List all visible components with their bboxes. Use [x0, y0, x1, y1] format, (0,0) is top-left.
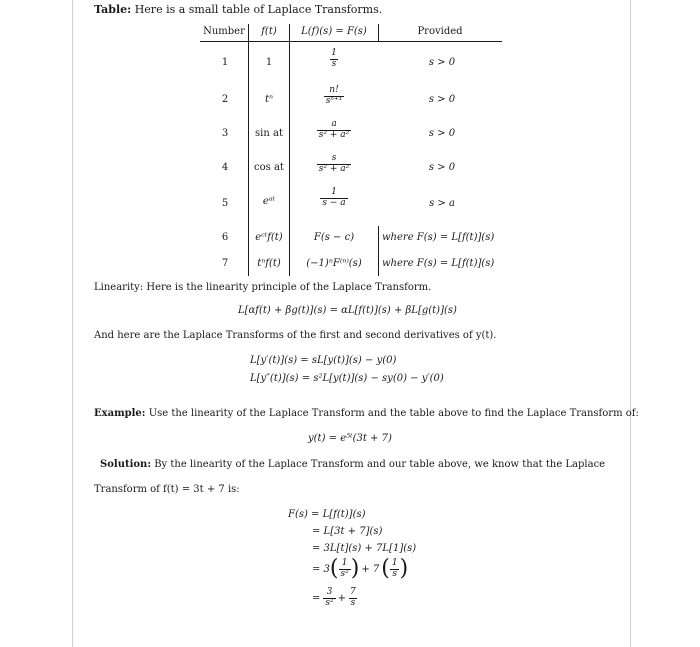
solution-step-4: = 3 ( $\frac{1}{\text{s²}}$ ) + 7 ( $\frac{1}{s}$ ): [312, 556, 409, 581]
example-label: Example:: [94, 408, 146, 419]
left-margin-line: [72, 0, 73, 647]
table-row-1-number: 1: [221, 57, 229, 68]
header-F: L(f)(s) = F(s): [301, 26, 367, 37]
solution-step-1: F(s) = L[f(t)](s): [288, 509, 366, 520]
table-row-7-number: 7: [221, 258, 229, 269]
col-divider-3-top: [378, 24, 379, 42]
header-provided: Provided: [417, 26, 463, 37]
table-row-6-f: eᶜᵗf(t): [255, 232, 283, 243]
col-divider-3-bottom: [378, 226, 379, 276]
table-row-3-number: 3: [221, 128, 229, 139]
table-row-3-f: sin at: [255, 128, 283, 139]
derivative-first: L[y′(t)](s) = sL[y(t)](s) − y(0): [250, 355, 397, 366]
table-row-5-f: eᵃᵗ: [262, 196, 276, 207]
title-text: Here is a small table of Laplace Transforms.: [134, 3, 383, 16]
solution-paragraph: [100, 459, 605, 470]
header-number: Number: [203, 26, 245, 37]
table-row-1-F: $\frac{1}{s}$: [331, 48, 337, 69]
table-row-2-f: tⁿ: [264, 94, 274, 105]
table-row-2-provided: s > 0: [428, 94, 456, 105]
header-f: f(t): [261, 26, 277, 37]
table-row-1-f: 1: [265, 57, 273, 68]
solution-text-1: By the linearity of the Laplace Transform and our table above, we know that the Laplace: [154, 459, 606, 470]
col-divider-1: [248, 24, 249, 276]
right-margin-line: [630, 0, 631, 647]
derivative-second: L[y″(t)](s) = s²L[y(t)](s) − sy(0) − y′(0): [250, 373, 444, 384]
table-row-4-number: 4: [221, 162, 229, 173]
table-row-6-provided: where F(s) = L[f(t)](s): [382, 232, 495, 243]
table-row-6-number: 6: [221, 232, 229, 243]
table-row-5-provided: s > a: [429, 198, 455, 209]
table-row-2-number: 2: [221, 94, 229, 105]
linearity-paragraph: [94, 282, 431, 293]
table-row-3-F: $\frac{a}{\text{s² + a²}}$: [318, 119, 350, 140]
header-rule: [200, 41, 502, 42]
table-title: [94, 3, 382, 16]
solution-text-2: Transform of f(t) = 3t + 7 is:: [94, 484, 240, 495]
table-row-7-f: tⁿf(t): [257, 258, 281, 269]
table-row-1-provided: s > 0: [428, 57, 456, 68]
linearity-formula: L[αf(t) + βg(t)](s) = αL[f(t)](s) + βL[g(t)](s): [238, 305, 457, 316]
example-text: Use the linearity of the Laplace Transform and the table above to find the Laplace Transform of:: [148, 408, 639, 419]
table-row-7-provided: where F(s) = L[f(t)](s): [382, 258, 495, 269]
table-row-7-F: (−1)ⁿF⁽ⁿ⁾(s): [306, 258, 362, 269]
title-label: Table:: [94, 3, 132, 16]
example-formula: y(t) = e⁵ᵗ(3t + 7): [308, 433, 392, 444]
table-row-4-f: cos at: [254, 162, 284, 173]
solution-step-2: = L[3t + 7](s): [312, 526, 383, 537]
table-row-5-number: 5: [221, 198, 229, 209]
linearity-text: Here is the linearity principle of the Laplace Transform.: [146, 282, 432, 293]
solution-step-5: = $\frac{3}{\text{s²}}$ + $\frac{7}{s}$: [312, 587, 356, 608]
table-row-4-F: $\frac{s}{\text{s² + a²}}$: [318, 153, 350, 174]
solution-label: Solution:: [100, 459, 152, 470]
derivatives-text: And here are the Laplace Transforms of the first and second derivatives of y(t).: [94, 330, 497, 341]
table-row-5-F: $\frac{1}{s - a}$: [322, 187, 346, 208]
solution-step-3: = 3L[t](s) + 7L[1](s): [312, 543, 417, 554]
example-paragraph: [94, 408, 639, 419]
table-row-4-provided: s > 0: [428, 162, 456, 173]
linearity-label: Linearity:: [94, 282, 144, 293]
table-row-3-provided: s > 0: [428, 128, 456, 139]
table-row-2-F: $\frac{n!}{\text{sⁿ⁺¹}}$: [325, 85, 343, 106]
table-row-6-F: F(s − c): [313, 232, 355, 243]
